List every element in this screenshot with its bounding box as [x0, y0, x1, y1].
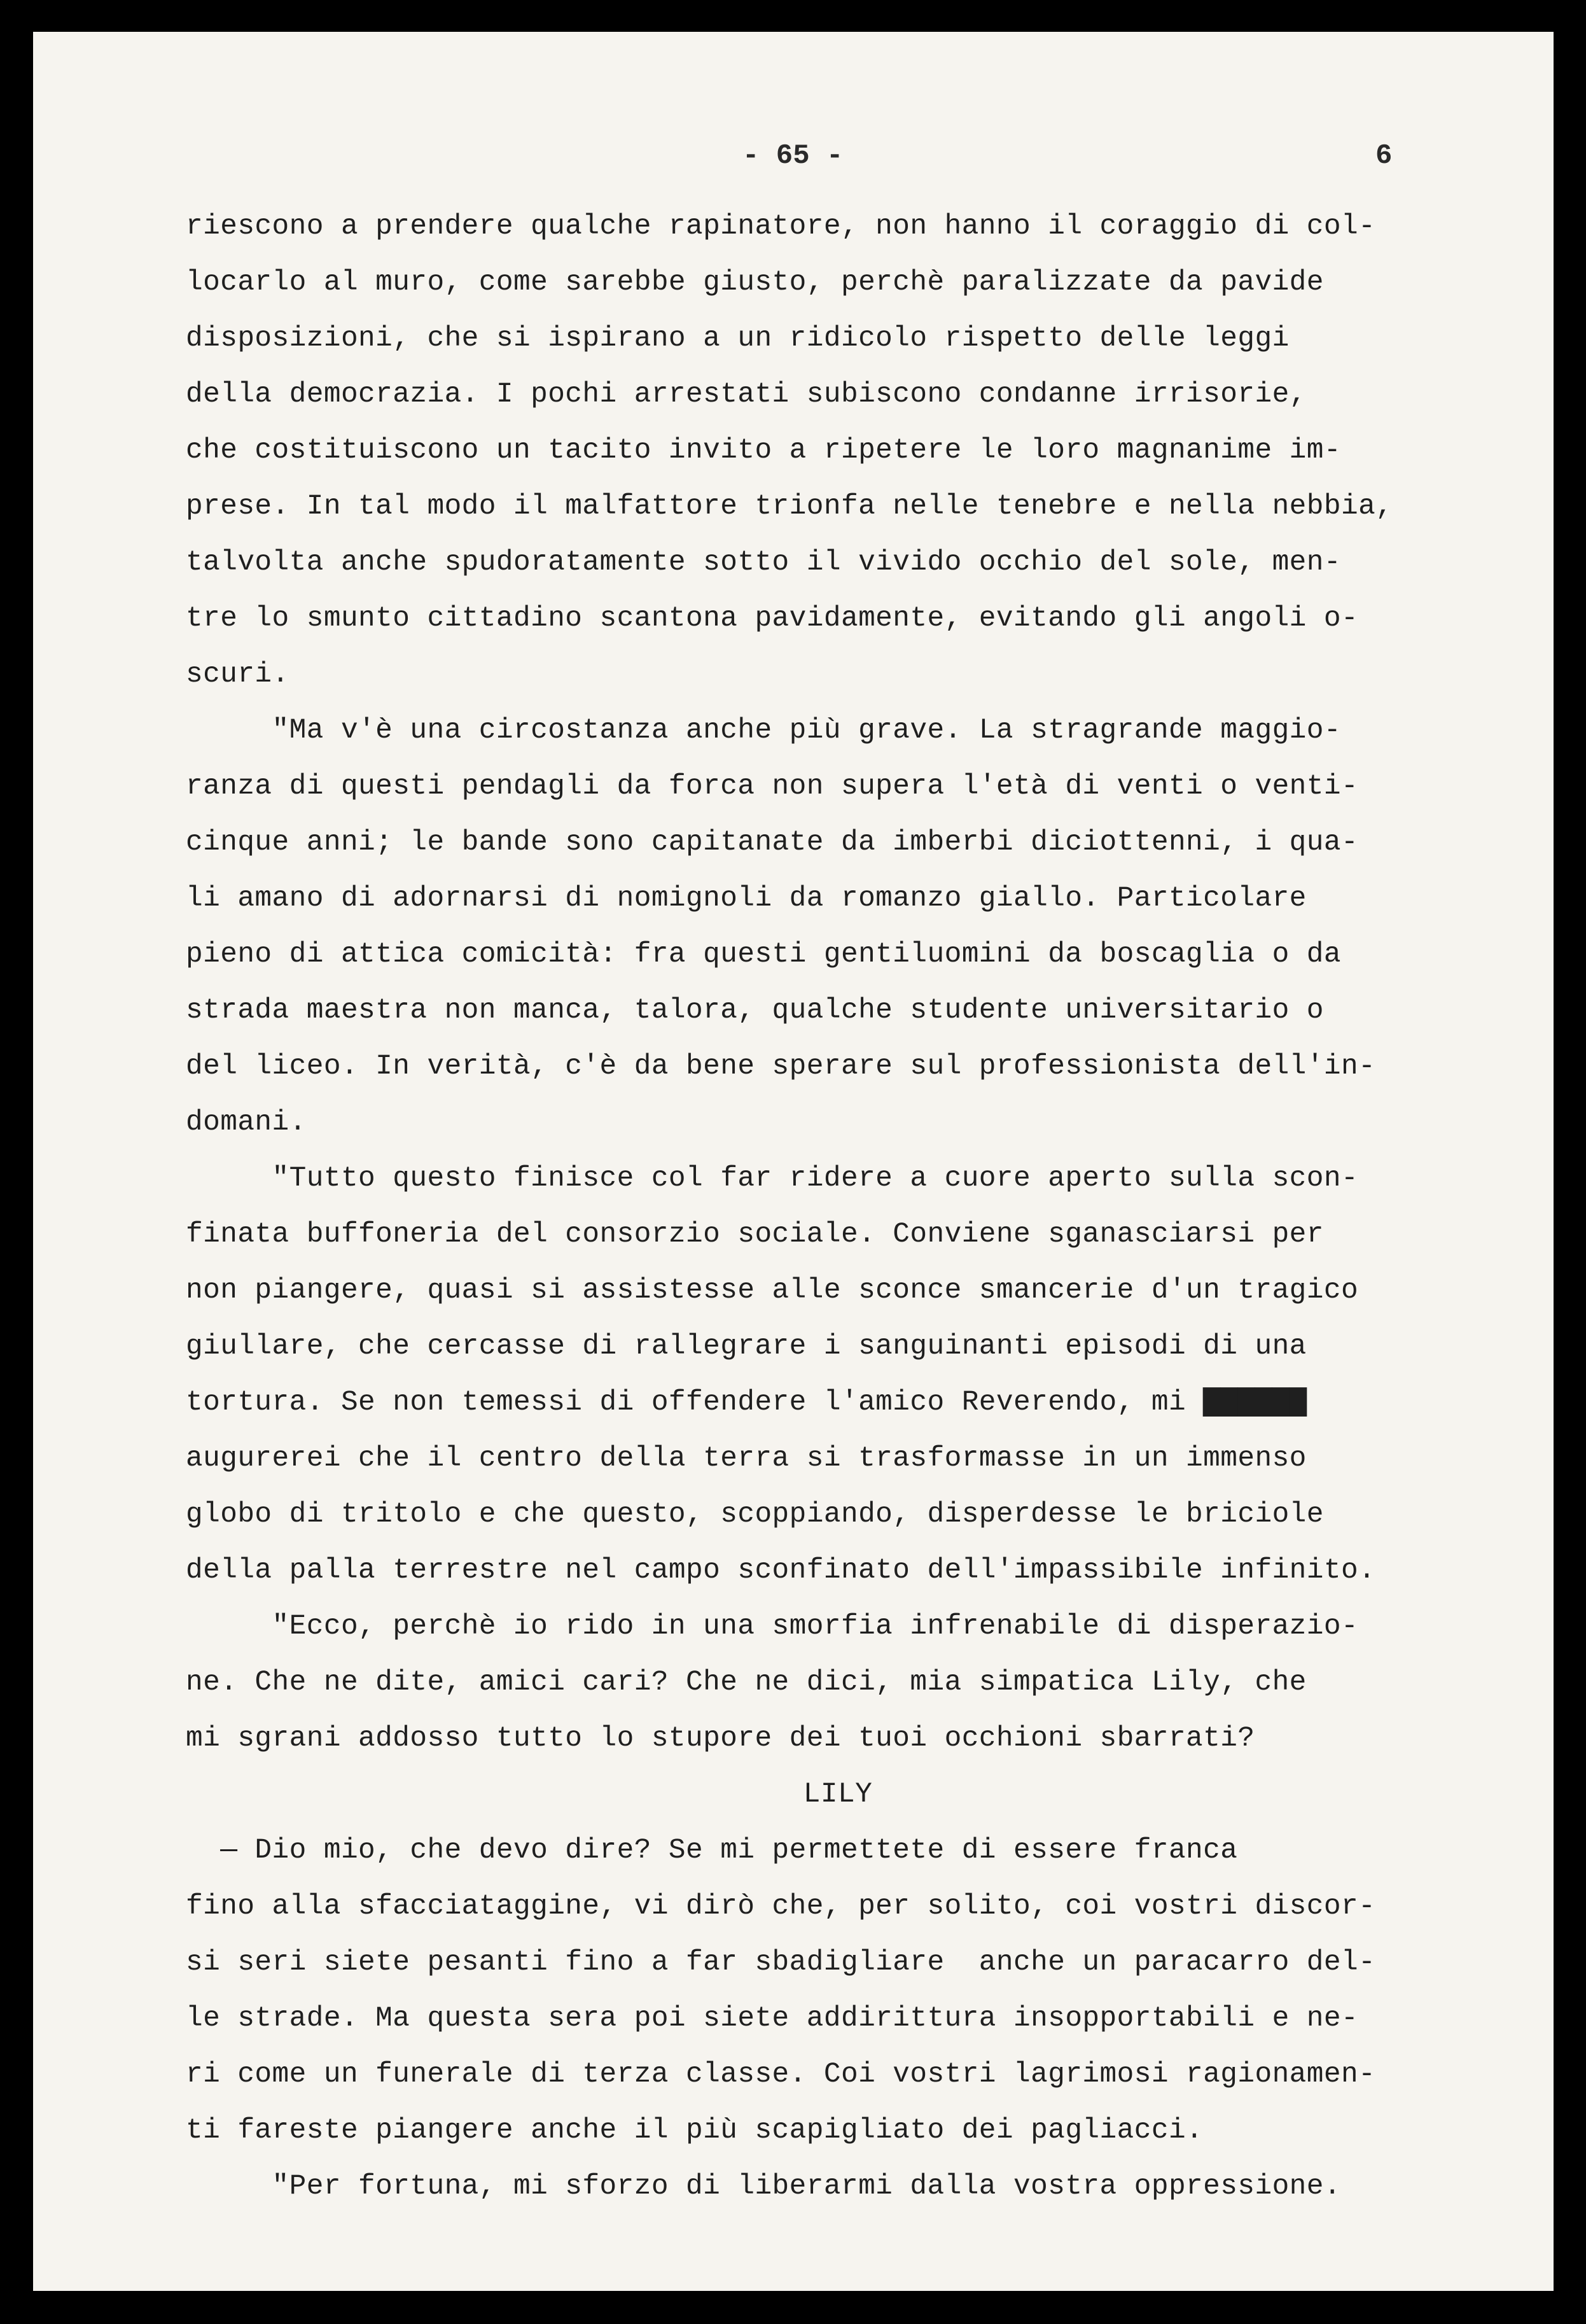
text-line: domani. — [186, 1107, 307, 1138]
text-line: del liceo. In verità, c'è da bene sperare sul professionista dell'in- — [186, 1051, 1376, 1082]
text-line: tortura. Se non temessi di offendere l'amico Reverendo, mi ▇▇▇▇▇▇ — [186, 1387, 1307, 1418]
text-line: scuri. — [186, 659, 289, 690]
text-line: giullare, che cercasse di rallegrare i sanguinanti episodi di una — [186, 1331, 1307, 1362]
text-line: della democrazia. I pochi arrestati subiscono condanne irrisorie, — [186, 379, 1307, 410]
text-line: augurerei che il centro della terra si trasformasse in un immenso — [186, 1443, 1307, 1474]
text-line: ranza di questi pendagli da forca non supera l'età di venti o venti- — [186, 771, 1359, 802]
text-line: pieno di attica comicità: fra questi gentiluomini da boscaglia o da — [186, 939, 1341, 970]
text-line: le strade. Ma questa sera poi siete addirittura insopportabili e ne- — [186, 2003, 1359, 2034]
text-line: ri come un funerale di terza classe. Coi vostri lagrimosi ragionamen- — [186, 2059, 1376, 2090]
text-line: che costituiscono un tacito invito a ripetere le loro magnanime im- — [186, 435, 1341, 466]
text-line: "Ecco, perchè io rido in una smorfia infrenabile di disperazio- — [186, 1611, 1359, 1642]
text-line: non piangere, quasi si assistesse alle sconce smancerie d'un tragico — [186, 1275, 1359, 1306]
text-line: — Dio mio, che devo dire? Se mi permettete di essere franca — [186, 1835, 1238, 1866]
text-line: ti fareste piangere anche il più scapigliato dei pagliacci. — [186, 2115, 1204, 2146]
text-line: strada maestra non manca, talora, qualche studente universitario o — [186, 995, 1324, 1026]
typewritten-page — [33, 32, 1554, 2291]
page-number: - 65 - — [742, 140, 844, 172]
text-line: mi sgrani addosso tutto lo stupore dei tuoi occhioni sbarrati? — [186, 1723, 1255, 1754]
text-line: "Tutto questo finisce col far ridere a cuore aperto sulla scon- — [186, 1163, 1359, 1194]
text-line: li amano di adornarsi di nomignoli da romanzo giallo. Particolare — [186, 883, 1307, 914]
text-line: "Per fortuna, mi sforzo di liberarmi dalla vostra oppressione. — [186, 2171, 1341, 2202]
text-line: finata buffoneria del consorzio sociale. Conviene sganasciarsi per — [186, 1219, 1324, 1250]
text-line: "Ma v'è una circostanza anche più grave. La stragrande maggio- — [186, 715, 1341, 746]
text-line: cinque anni; le bande sono capitanate da imberbi diciottenni, i qua- — [186, 827, 1359, 858]
page-header — [33, 108, 1554, 172]
text-line: talvolta anche spudoratamente sotto il vivido occhio del sole, men- — [186, 547, 1341, 578]
text-line: prese. In tal modo il malfattore trionfa nelle tenebre e nella nebbia, — [186, 491, 1393, 522]
body-text — [186, 199, 1547, 2215]
sheet-number: 6 — [1375, 140, 1393, 172]
text-line: disposizioni, che si ispirano a un ridicolo rispetto delle leggi — [186, 323, 1290, 354]
text-line: fino alla sfacciataggine, vi dirò che, per solito, coi vostri discor- — [186, 1891, 1376, 1922]
text-line: globo di tritolo e che questo, scoppiando, disperdesse le briciole — [186, 1499, 1324, 1530]
text-line: riescono a prendere qualche rapinatore, non hanno il coraggio di col- — [186, 211, 1376, 242]
speaker-name: LILY — [803, 1779, 873, 1810]
text-line: tre lo smunto cittadino scantona pavidamente, evitando gli angoli o- — [186, 603, 1359, 634]
text-line: ne. Che ne dite, amici cari? Che ne dici, mia simpatica Lily, che — [186, 1667, 1307, 1698]
text-line: si seri siete pesanti fino a far sbadigliare anche un paracarro del- — [186, 1947, 1376, 1978]
text-line: della palla terrestre nel campo sconfinato dell'impassibile infinito. — [186, 1555, 1376, 1586]
text-line: locarlo al muro, come sarebbe giusto, perchè paralizzate da pavide — [186, 267, 1324, 298]
